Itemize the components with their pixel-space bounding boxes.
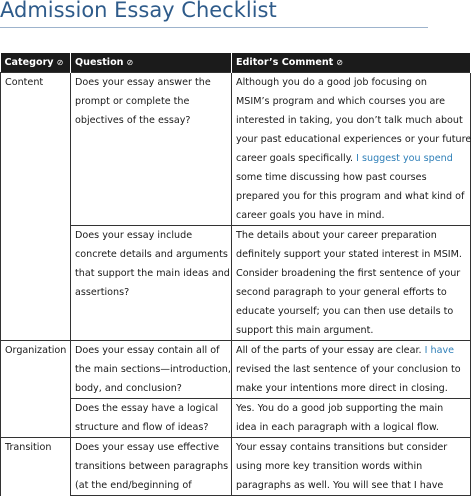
checklist-table	[0, 53, 471, 496]
question-line: transitions between paragraphs	[75, 461, 229, 472]
comment-text: second paragraph to your general efforts to	[236, 287, 447, 298]
table-row	[1, 73, 471, 226]
question-line: the main sections—introduction,	[75, 364, 231, 375]
question-line: Does your essay answer the	[75, 77, 211, 88]
comment-line	[236, 168, 466, 187]
question-cell	[71, 399, 232, 438]
page-title: Admission Essay Checklist	[0, 0, 277, 22]
comment-line	[236, 245, 466, 264]
comment-text: prepared you for this program and what kind of	[236, 191, 465, 202]
question-line: (at the end/beginning of	[75, 480, 192, 491]
category-cell	[1, 226, 71, 341]
comment-text: Yes. You do a good job supporting the main	[236, 403, 444, 414]
question-cell	[71, 438, 232, 496]
column-header-label: Question	[75, 57, 124, 68]
question-line: Does your essay contain all of	[75, 345, 220, 356]
comment-revision-text: I have	[421, 345, 455, 356]
title-divider	[0, 27, 428, 28]
comment-text: MSIM’s program and which courses you are	[236, 96, 445, 107]
comment-line	[236, 111, 466, 130]
category-label	[5, 226, 66, 245]
question-line: assertions?	[75, 287, 130, 298]
category-label: Organization	[5, 345, 67, 356]
question-line: Does your essay use effective	[75, 442, 220, 453]
comment-text: career goals specifically.	[236, 153, 354, 164]
comment-line	[236, 457, 466, 476]
comment-text: support this main argument.	[236, 325, 374, 336]
column-filter-icon[interactable]: ⊘	[336, 58, 343, 67]
comment-cell[interactable]	[232, 399, 471, 438]
comment-line	[236, 302, 466, 321]
comment-text: interested in taking, you don’t talk much about	[236, 115, 463, 126]
comment-line	[236, 73, 466, 92]
question-line: concrete details and arguments	[75, 249, 228, 260]
comment-text: educate yourself; you can then use details to	[236, 306, 454, 317]
comment-line	[236, 399, 466, 418]
header-row	[1, 53, 471, 73]
question-line: objectives of the essay?	[75, 115, 191, 126]
comment-line	[236, 341, 466, 360]
category-cell	[1, 438, 71, 496]
table-row	[1, 438, 471, 496]
table-row	[1, 341, 471, 399]
comment-text: some time discussing how past courses	[236, 172, 427, 183]
comment-text: Consider broadening the first sentence of your	[236, 268, 461, 279]
column-header-label: Category	[4, 57, 54, 68]
question-cell	[71, 73, 232, 226]
category-label	[5, 399, 66, 418]
comment-line	[236, 226, 466, 245]
comment-text: revised the last sentence of your conclusion to	[236, 364, 461, 375]
question-cell	[71, 341, 232, 399]
column-header-label: Editor’s Comment	[236, 57, 334, 68]
comment-line	[236, 418, 466, 437]
comment-line	[236, 92, 466, 111]
category-label: Content	[5, 77, 44, 88]
question-line: that support the main ideas and	[75, 268, 230, 279]
comment-text: make your intentions more direct in closing.	[236, 383, 448, 394]
category-cell	[1, 73, 71, 226]
comment-text: Although you do a good job focusing on	[236, 77, 427, 88]
comment-cell[interactable]	[232, 438, 471, 496]
question-line: prompt or complete the	[75, 96, 190, 107]
comment-cell[interactable]	[232, 341, 471, 399]
comment-text: idea in each paragraph with a logical flow.	[236, 422, 439, 433]
question-line: Does your essay include	[75, 230, 193, 241]
comment-text: paragraphs as well. You will see that I have	[236, 480, 444, 491]
comment-line	[236, 438, 466, 457]
column-filter-icon[interactable]: ⊘	[126, 58, 134, 67]
column-filter-icon[interactable]: ⊘	[56, 58, 64, 67]
comment-line	[236, 264, 466, 283]
table-row	[1, 226, 471, 341]
comment-line	[236, 283, 466, 302]
comment-text: All of the parts of your essay are clear.	[236, 345, 422, 356]
comment-text: your past educational experiences or your future	[236, 134, 471, 145]
comment-revision-text: I suggest you spend	[353, 153, 453, 164]
category-cell	[1, 341, 71, 399]
comment-line	[236, 321, 466, 340]
question-line: structure and flow of ideas?	[75, 422, 209, 433]
comment-text: definitely support your stated interest in MSIM.	[236, 249, 462, 260]
category-cell	[1, 399, 71, 438]
comment-line	[236, 360, 466, 379]
category-label: Transition	[5, 442, 52, 453]
column-header-question[interactable]	[71, 53, 232, 73]
comment-text: using more key transition words within	[236, 461, 423, 472]
column-header-comment[interactable]	[232, 53, 471, 73]
comment-cell[interactable]	[232, 73, 471, 226]
comment-line	[236, 187, 466, 206]
table-row	[1, 399, 471, 438]
comment-line	[236, 206, 466, 225]
column-header-category[interactable]	[1, 53, 71, 73]
comment-cell[interactable]	[232, 226, 471, 341]
comment-line	[236, 379, 466, 398]
comment-text: Your essay contains transitions but consider	[236, 442, 448, 453]
comment-line	[236, 130, 471, 149]
comment-text: career goals you have in mind.	[236, 210, 385, 221]
question-cell	[71, 226, 232, 341]
comment-line	[236, 149, 466, 168]
question-line: Does the essay have a logical	[75, 403, 219, 414]
question-line: body, and conclusion?	[75, 383, 182, 394]
comment-text: The details about your career preparation	[236, 230, 437, 241]
comment-line	[236, 476, 466, 495]
